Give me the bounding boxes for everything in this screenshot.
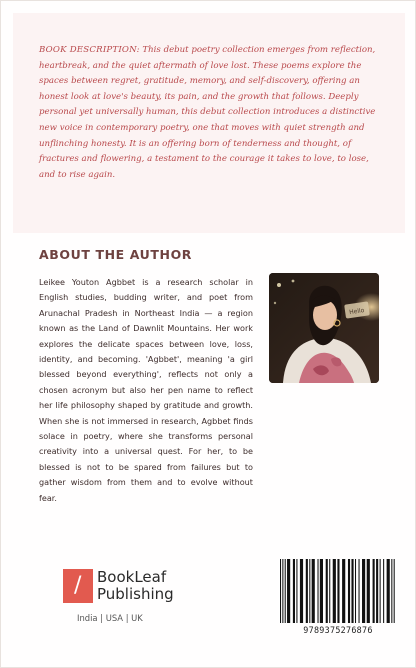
- barcode-bar: [312, 559, 315, 623]
- book-description: [39, 43, 379, 183]
- barcode-bar: [351, 559, 353, 623]
- description-text: This debut poetry collection emerges from reflection, heartbreak, and the quiet aftermath of love lost. These poems explore the spaces between regret, gratitude, memory, and self-discovery, offering an honest look at love's beauty, its pain, and the growth that follows. Deeply personal yet universally human, this debut collection introduces a distinctive new voice in contemporary poetry, one that moves with quiet strength and unflinching honesty. It is an offering born of tenderness and thought, of fractures and flowering, a testament to the courage it takes to love, to lose, and to rise again.: [39, 45, 376, 180]
- barcode-bar: [367, 559, 370, 623]
- description-lead: BOOK DESCRIPTION:: [39, 45, 140, 55]
- barcode-bar: [383, 559, 384, 623]
- publisher-mark: [63, 569, 93, 603]
- isbn-barcode: [279, 559, 397, 623]
- barcode-bar: [337, 559, 339, 623]
- barcode-bar: [373, 559, 375, 623]
- barcode-bar: [380, 559, 381, 623]
- barcode-bar: [387, 559, 390, 623]
- author-bio: Leikee Youton Agbbet is a research scholar in English studies, budding writer, and poet from Arunachal Pradesh in Northeast India — a region known as the Land of Dawnlit Mountains. Her work explores the delicate spaces between love, loss, identity, and becoming. 'Agbbet', meaning 'a girl blessed beyond everything', reflects not only a chosen acronym but also her pen name to reflect her life philosophy shaped by gratitude and growth. When she is not immersed in research, Agbbet finds solace in poetry, where she transforms personal creativity into a universal quest. For her, to be blessed is not to be spared from failures but to gather wisdom from them and to evolve without fear.: [39, 277, 253, 503]
- photo-sign-text: Hello: [348, 307, 365, 317]
- barcode-bar: [391, 559, 392, 623]
- barcode-bar: [300, 559, 303, 623]
- barcode-bar: [306, 559, 308, 623]
- publisher-logo: [63, 569, 203, 629]
- publisher-regions: India | USA | UK: [77, 613, 143, 623]
- barcode-bar: [293, 559, 295, 623]
- barcode-bar: [355, 559, 356, 623]
- author-photo: [269, 273, 379, 383]
- barcode-bar: [282, 559, 283, 623]
- isbn-number: 9789375276876: [303, 625, 373, 635]
- publisher-name-line2: Publishing: [97, 585, 174, 603]
- barcode-bar: [317, 559, 318, 623]
- barcode-bar: [394, 559, 395, 623]
- barcode-bars: [279, 559, 397, 623]
- barcode-bar: [362, 559, 365, 623]
- author-photo-illustration: [269, 273, 379, 383]
- barcode-bar: [320, 559, 323, 623]
- barcode-bar: [348, 559, 350, 623]
- barcode-bar: [333, 559, 336, 623]
- barcode-bar: [296, 559, 297, 623]
- barcode-bar: [342, 559, 345, 623]
- about-author-heading: ABOUT THE AUTHOR: [39, 247, 193, 262]
- barcode-bar: [359, 559, 360, 623]
- barcode-bar: [329, 559, 330, 623]
- barcode-bar: [309, 559, 310, 623]
- barcode-bar: [287, 559, 290, 623]
- barcode-bar: [285, 559, 286, 623]
- publisher-name-line1: BookLeaf: [97, 568, 167, 586]
- publisher-mark-glyph: /: [74, 573, 82, 598]
- barcode-bar: [280, 559, 281, 623]
- barcode-bar: [376, 559, 378, 623]
- barcode-bar: [326, 559, 328, 623]
